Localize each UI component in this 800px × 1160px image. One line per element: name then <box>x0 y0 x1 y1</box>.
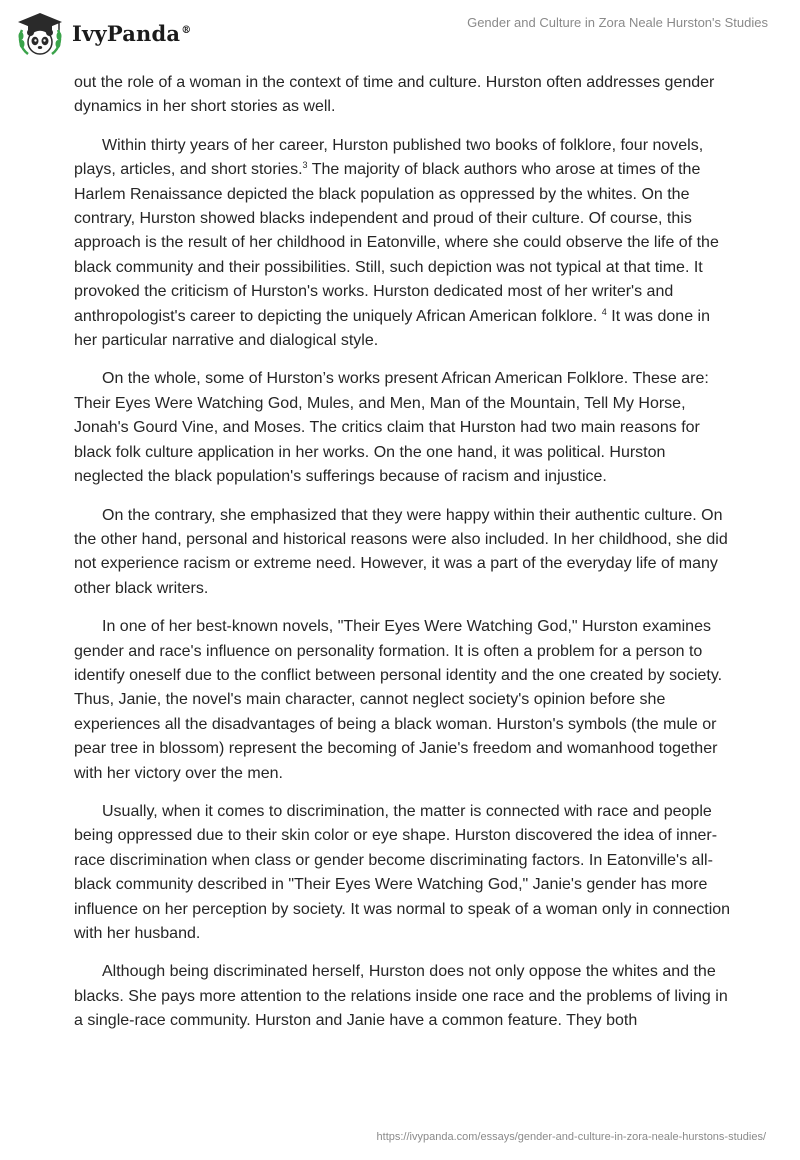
ivypanda-logo[interactable] <box>14 10 191 56</box>
paragraph: Within thirty years of her career, Hurston published two books of folklore, four novels, plays, articles, and short stories.$^3$ The majority of black authors who arose at times of the Harlem Renaissance depicted the black population as oppressed by the whites. On the contrary, Hurston showed blacks independent and proud of their culture. Of course, this approach is the result of her childhood in Eatonville, where she could observe the life of the black community and their possibilities. Still, such depiction was not typical at that time. It provoked the criticism of Hurston's works. Hurston dedicated most of her writer's and anthropologist's career to depicting the uniquely African American folklore. $^4$ It was done in her particular narrative and dialogical style. <box>74 136 719 350</box>
page-header <box>0 0 800 70</box>
document-title: Gender and Culture in Zora Neale Hurston's Studies <box>467 15 768 30</box>
footnote-ref[interactable]: 4 <box>601 306 607 317</box>
brand-name: IvyPanda® <box>72 20 192 46</box>
paragraph: On the contrary, she emphasized that they were happy within their authentic culture. On the other hand, personal and historical reasons were also included. In her childhood, she did not experience racism or extreme need. However, it was a part of the everyday life of many other black writers. <box>74 506 728 597</box>
paragraph: Although being discriminated herself, Hurston does not only oppose the whites and the blacks. She pays more attention to the relations inside one race and the problems of living in a single-race community. Hurston and Janie have a common feature. They both <box>74 963 728 1030</box>
source-url[interactable]: https://ivypanda.com/essays/gender-and-culture-in-zora-neale-hurstons-studies/ <box>376 1131 766 1143</box>
paragraph: out the role of a woman in the context of time and culture. Hurston often addresses gender dynamics in her short stories as well. <box>74 74 715 116</box>
paragraph: Usually, when it comes to discrimination, the matter is connected with race and people being oppressed due to their skin color or eye shape. Hurston discovered the idea of inner-race discrimination when class or gender become discriminating factors. In Eatonville's all-black community described in "Their Eyes Were Watching God," Janie's gender has more influence on her perception by society. It was normal to speak of a woman only in connection with her husband. <box>74 802 731 942</box>
essay-body <box>74 71 734 1048</box>
panda-graduate-logo-icon <box>14 10 66 56</box>
paragraph: In one of her best-known novels, "Their Eyes Were Watching God," Hurston examines gender and race's influence on personality formation. It is often a problem for a person to identify oneself due to the conflict between personal identity and the one created by society. Thus, Janie, the novel's main character, cannot neglect society's opinion before she experiences all the disadvantages of being a black woman. Hurston's symbols (the mule or pear tree in blossom) represent the becoming of Janie's freedom and womanhood together with her victory over the men. <box>74 618 723 782</box>
footnote-ref[interactable]: 3 <box>302 160 308 171</box>
paragraph: On the whole, some of Hurston’s works present African American Folklore. These are: Their Eyes Were Watching God, Mules, and Men, Man of the Mountain, Tell My Horse, Jonah's Gourd Vine, and Moses. The critics claim that Hurston had two main reasons for black folk culture application in her works. On the one hand, it was political. Hurston neglected the black population's sufferings because of racism and injustice. <box>74 370 709 486</box>
